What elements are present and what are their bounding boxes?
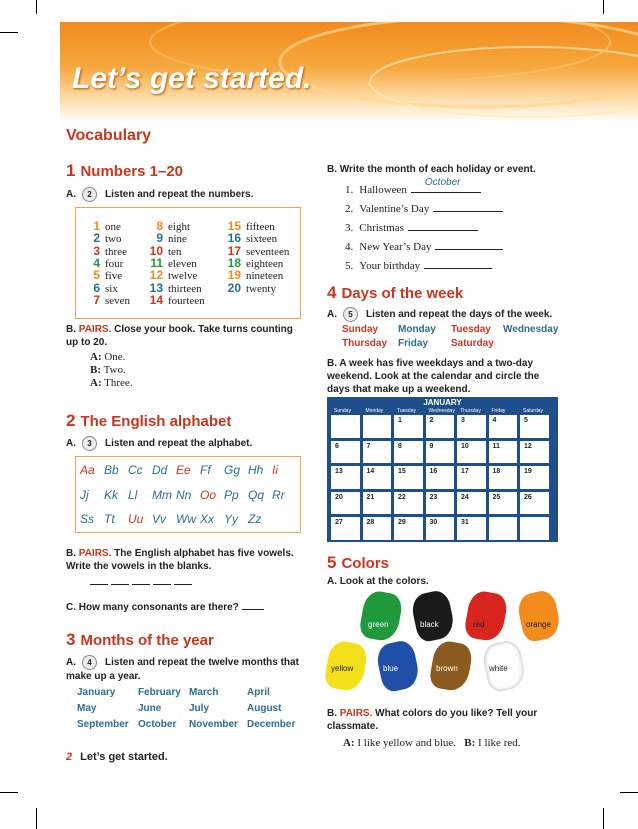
number-word: nine <box>168 233 187 246</box>
crop-mark <box>620 792 638 793</box>
calendar-day-header: Saturday <box>523 408 544 414</box>
section-number: 1 <box>66 161 76 180</box>
instruction-text: How many consonants are there? <box>78 602 239 613</box>
calendar-cell[interactable]: 10 <box>457 441 486 464</box>
dialog-line <box>90 377 133 390</box>
answer-blank[interactable] <box>411 177 481 193</box>
instruction-text: A week has five weekdays and a two-day weekend. Look at the calendar and circle the days that make up a weekend. <box>327 358 540 395</box>
calendar-cell[interactable]: 6 <box>331 441 360 464</box>
answer-blank[interactable] <box>433 200 503 212</box>
number-digit: 19 <box>227 268 241 283</box>
crop-mark <box>603 0 604 14</box>
calendar-cell[interactable]: 12 <box>520 441 549 464</box>
day-name: Monday <box>398 324 436 335</box>
number-word: seventeen <box>246 245 290 258</box>
calendar-day-header: Tuesday <box>397 408 416 414</box>
number-row <box>146 293 205 307</box>
instruction-label: B. <box>66 548 76 559</box>
number-digit: 14 <box>149 292 163 307</box>
alphabet-row <box>80 512 272 526</box>
section-number: 5 <box>327 553 337 572</box>
crop-mark <box>36 0 37 14</box>
letter-pair: Aa <box>80 463 95 477</box>
section-months-heading <box>66 630 214 650</box>
calendar-cell[interactable]: 15 <box>394 466 423 489</box>
month-name: October <box>138 719 177 730</box>
instruction-label: A. <box>327 309 337 321</box>
pairs-label: PAIRS. <box>78 324 112 335</box>
number-digit: 16 <box>227 231 241 246</box>
calendar-cell[interactable]: 23 <box>426 492 455 515</box>
day-name: Saturday <box>451 338 494 349</box>
page-number: 2 <box>66 751 73 763</box>
holiday-name: Christmas <box>359 222 404 234</box>
item-number: 5. <box>345 260 354 272</box>
color-swatch <box>463 589 509 643</box>
calendar-cell[interactable]: 21 <box>363 492 392 515</box>
answer-blank[interactable] <box>242 598 264 610</box>
holidays-instruction <box>327 163 536 176</box>
section-numbers-heading <box>66 161 183 181</box>
number-word: five <box>105 270 123 283</box>
number-row <box>83 293 130 307</box>
calendar-cell[interactable]: 22 <box>394 492 423 515</box>
letter-pair: Ww <box>176 512 196 526</box>
calendar-cell[interactable] <box>489 517 518 540</box>
number-digit: 17 <box>227 243 241 258</box>
instruction-label: B. <box>327 358 337 369</box>
instruction-text: Write the month of each holiday or event. <box>339 164 536 175</box>
calendar-cell[interactable] <box>520 517 549 540</box>
instruction-text: Listen and repeat the days of the week. <box>366 309 553 321</box>
number-word: nineteen <box>246 270 284 283</box>
month-name: August <box>247 703 282 714</box>
calendar-cell[interactable]: 2 <box>426 415 455 438</box>
calendar-day-header: Thursday <box>460 408 481 414</box>
number-digit: 1 <box>93 219 100 233</box>
letter-pair: Oo <box>200 487 217 502</box>
holiday-item <box>345 219 478 234</box>
calendar-cell[interactable]: 17 <box>457 466 486 489</box>
alphabet-row <box>80 488 296 502</box>
calendar-cell[interactable]: 27 <box>331 517 360 540</box>
letter-pair: Rr <box>272 487 285 502</box>
letter-pair: Vv <box>152 512 167 526</box>
footer-text: Let’s get started. <box>80 751 168 763</box>
number-digit: 5 <box>93 268 100 283</box>
numbers-instruction-a <box>66 187 253 202</box>
calendar-cell[interactable]: 29 <box>394 517 423 540</box>
number-word: twelve <box>168 270 198 283</box>
instruction-label: B. <box>327 164 337 175</box>
letter-pair: Ii <box>272 463 278 477</box>
color-swatch <box>358 589 404 643</box>
number-word: eleven <box>168 257 197 270</box>
instruction-label: A. <box>327 576 337 587</box>
letter-pair: Ll <box>128 487 138 502</box>
number-digit: 13 <box>149 280 163 295</box>
number-word: sixteen <box>246 233 278 246</box>
month-name: June <box>138 703 162 714</box>
calendar-cell[interactable]: 3 <box>457 415 486 438</box>
calendar-cell[interactable]: 25 <box>489 492 518 515</box>
calendar-cell[interactable]: 13 <box>331 466 360 489</box>
holiday-name: Valentine’s Day <box>359 203 430 215</box>
answer-blank[interactable] <box>408 219 478 231</box>
letter-pair: Pp <box>224 487 239 502</box>
letter-pair: Gg <box>224 463 241 477</box>
months-instruction-a <box>66 655 301 683</box>
item-number: 4. <box>345 241 354 253</box>
section-title: Colors <box>341 555 389 572</box>
calendar-cell[interactable]: 19 <box>520 466 549 489</box>
number-word: three <box>105 245 127 258</box>
instruction-text: Listen and repeat the twelve months that make up a year. <box>66 657 299 682</box>
letter-pair: Mm <box>152 487 172 502</box>
holiday-item <box>345 200 503 215</box>
letter-pair: Dd <box>152 463 168 477</box>
color-label: white <box>489 664 508 673</box>
section-number: 2 <box>66 411 76 430</box>
page-title: Let’s get started. <box>72 62 312 95</box>
section-title: The English alphabet <box>80 413 232 430</box>
section-number: 3 <box>66 630 76 649</box>
calendar-cell[interactable]: 5 <box>520 415 549 438</box>
letter-pair: Tt <box>104 512 115 526</box>
number-digit: 12 <box>149 268 163 283</box>
month-name: May <box>77 703 97 714</box>
letter-pair: Uu <box>128 512 144 526</box>
number-digit: 10 <box>149 243 163 258</box>
section-title: Months of the year <box>80 632 214 649</box>
month-name: February <box>138 687 181 698</box>
section-alphabet-heading <box>66 411 231 431</box>
item-number: 3. <box>345 222 354 234</box>
section-title: Numbers 1–20 <box>80 163 184 180</box>
number-word: six <box>105 282 118 295</box>
day-name: Friday <box>398 338 429 349</box>
month-name: September <box>77 719 129 730</box>
alphabet-row <box>80 463 296 477</box>
color-label: blue <box>383 664 399 673</box>
vocabulary-heading: Vocabulary <box>66 127 152 144</box>
calendar-cell[interactable]: 20 <box>331 492 360 515</box>
footer <box>66 751 168 763</box>
calendar-month: JANUARY <box>423 398 462 407</box>
number-digit: 18 <box>227 255 241 270</box>
letter-pair: Ff <box>200 463 211 477</box>
number-digit: 9 <box>156 231 163 246</box>
letter-pair: Jj <box>80 487 89 502</box>
letter-pair: Xx <box>200 512 215 526</box>
color-label: orange <box>526 620 551 629</box>
calendar-cell[interactable]: 31 <box>457 517 486 540</box>
number-word: thirteen <box>168 282 202 295</box>
color-label: yellow <box>331 664 354 673</box>
day-name: Wednesday <box>503 324 559 335</box>
instruction-text: The English alphabet has five vowels. Write the vowels in the blanks. <box>66 548 294 572</box>
speaker-a: A: <box>343 737 355 749</box>
instruction-label: C. <box>66 602 76 613</box>
instruction-text: Listen and repeat the numbers. <box>105 189 254 201</box>
letter-pair: Zz <box>248 512 262 526</box>
instruction-text: Listen and repeat the alphabet. <box>105 438 253 450</box>
crop-mark <box>0 32 18 33</box>
number-word: four <box>105 257 124 270</box>
calendar-cell[interactable] <box>331 415 360 438</box>
letter-pair: Cc <box>128 463 143 477</box>
crop-mark <box>603 808 604 829</box>
vowel-blanks[interactable] <box>90 572 195 590</box>
number-word: two <box>105 233 122 246</box>
color-label: brown <box>436 664 458 673</box>
number-word: eighteen <box>246 257 284 270</box>
holiday-name: New Year’s Day <box>359 241 432 253</box>
speaker-b-text: I like red. <box>478 737 521 749</box>
holiday-item <box>345 177 481 196</box>
days-instruction-a <box>327 307 552 322</box>
colors-instruction-b <box>327 707 559 733</box>
dialog-line <box>90 351 133 364</box>
color-swatch <box>515 589 562 644</box>
month-name: January <box>77 687 116 698</box>
day-name: Sunday <box>342 324 379 335</box>
calendar-cell[interactable]: 24 <box>457 492 486 515</box>
item-number: 1. <box>345 184 354 196</box>
instruction-label: B. <box>66 324 76 335</box>
color-label: black <box>420 620 439 629</box>
letter-pair: Qq <box>248 487 265 502</box>
color-label: green <box>368 620 389 629</box>
section-colors-heading <box>327 553 389 573</box>
days-instruction-b <box>327 357 559 396</box>
month-name: July <box>189 703 210 714</box>
calendar-cell[interactable]: 26 <box>520 492 549 515</box>
calendar-cell[interactable] <box>363 415 392 438</box>
number-word: eight <box>168 221 190 233</box>
number-digit: 2 <box>93 231 100 246</box>
audio-track-icon[interactable]: 4 <box>82 655 97 670</box>
colors-dialog <box>343 737 520 750</box>
pairs-label: PAIRS. <box>78 548 112 559</box>
speaker-b: B: <box>464 737 476 749</box>
number-digit: 6 <box>93 280 100 295</box>
alphabet-instruction-c <box>66 598 264 614</box>
number-word: seven <box>105 294 131 307</box>
answer-blank[interactable] <box>424 257 492 269</box>
calendar-day-header: Friday <box>491 408 506 414</box>
answer-text: October <box>424 177 461 188</box>
letter-pair: Kk <box>104 487 119 502</box>
number-digit: 3 <box>93 243 100 258</box>
instruction-text: What colors do you like? Tell your classmate. <box>327 708 538 732</box>
item-number: 2. <box>345 203 354 215</box>
letter-pair: Bb <box>104 463 119 477</box>
speaker: A: <box>90 351 102 363</box>
crop-mark <box>36 808 37 829</box>
section-days-heading <box>327 283 463 303</box>
dialog-text: Two. <box>103 364 126 376</box>
month-name: April <box>247 687 270 698</box>
color-swatch <box>409 589 456 644</box>
speaker: B: <box>90 364 101 376</box>
pairs-label: PAIRS. <box>339 708 373 719</box>
calendar-cell[interactable]: 9 <box>426 441 455 464</box>
speaker: A: <box>90 377 102 389</box>
instruction-text: Look at the colors. <box>339 576 429 587</box>
audio-track-icon[interactable]: 3 <box>82 436 97 451</box>
holiday-name: Your birthday <box>359 260 421 272</box>
month-name: December <box>247 719 296 730</box>
crop-mark <box>0 792 18 793</box>
calendar-cell[interactable]: 14 <box>363 466 392 489</box>
speaker-a-text: I like yellow and blue. <box>357 737 457 749</box>
number-digit: 15 <box>227 219 241 233</box>
calendar-cell[interactable]: 18 <box>489 466 518 489</box>
month-name: November <box>189 719 238 730</box>
letter-pair: Ss <box>80 512 95 526</box>
dialog-text: One. <box>104 351 126 363</box>
calendar-cell[interactable]: 8 <box>394 441 423 464</box>
numbers-instruction-b <box>66 323 296 349</box>
answer-blank[interactable] <box>435 238 503 250</box>
number-word: ten <box>168 245 182 258</box>
instruction-label: A. <box>66 657 76 669</box>
audio-track-icon[interactable]: 2 <box>82 187 97 202</box>
dialog-line <box>90 364 133 377</box>
holiday-item <box>345 238 503 253</box>
holiday-item <box>345 257 492 272</box>
alphabet-instruction-b <box>66 547 296 573</box>
instruction-label: B. <box>327 708 337 719</box>
calendar-cell[interactable]: 7 <box>363 441 392 464</box>
colors-instruction-a <box>327 575 429 588</box>
number-row <box>224 281 276 295</box>
calendar-cell[interactable]: 1 <box>394 415 423 438</box>
alphabet-instruction-a <box>66 436 252 451</box>
number-digit: 7 <box>93 292 100 307</box>
audio-track-icon[interactable]: 5 <box>343 307 358 322</box>
instruction-label: A. <box>66 189 76 201</box>
number-word: twenty <box>246 282 276 295</box>
day-name: Tuesday <box>451 324 491 335</box>
instruction-text: Close your book. Take turns counting up to 20. <box>66 324 293 348</box>
day-name: Thursday <box>342 338 388 349</box>
dialog-text: Three. <box>104 377 133 389</box>
numbers-dialog <box>90 351 133 390</box>
letter-pair: Hh <box>248 463 264 477</box>
calendar-cell[interactable]: 16 <box>426 466 455 489</box>
number-word: fifteen <box>246 221 275 233</box>
month-name: March <box>189 687 219 698</box>
section-number: 4 <box>327 283 337 302</box>
number-digit: 4 <box>93 255 100 270</box>
number-digit: 11 <box>150 255 163 270</box>
calendar-day-header: Sunday <box>334 408 351 414</box>
instruction-label: A. <box>66 438 76 450</box>
calendar-cell[interactable]: 4 <box>489 415 518 438</box>
holiday-name: Halloween <box>359 184 407 196</box>
calendar-cell[interactable]: 28 <box>363 517 392 540</box>
calendar-cell[interactable]: 11 <box>489 441 518 464</box>
calendar-day-header: Monday <box>365 408 384 414</box>
number-word: fourteen <box>168 294 205 307</box>
calendar-cell[interactable]: 30 <box>426 517 455 540</box>
letter-pair: Yy <box>224 512 239 526</box>
number-word: one <box>105 221 121 233</box>
section-title: Days of the week <box>341 285 464 302</box>
number-digit: 20 <box>227 280 241 295</box>
letter-pair: Nn <box>176 487 192 502</box>
number-digit: 8 <box>156 219 163 233</box>
calendar-day-header: Wednesday <box>428 408 455 414</box>
color-label: red <box>473 620 485 629</box>
letter-pair: Ee <box>176 463 191 477</box>
